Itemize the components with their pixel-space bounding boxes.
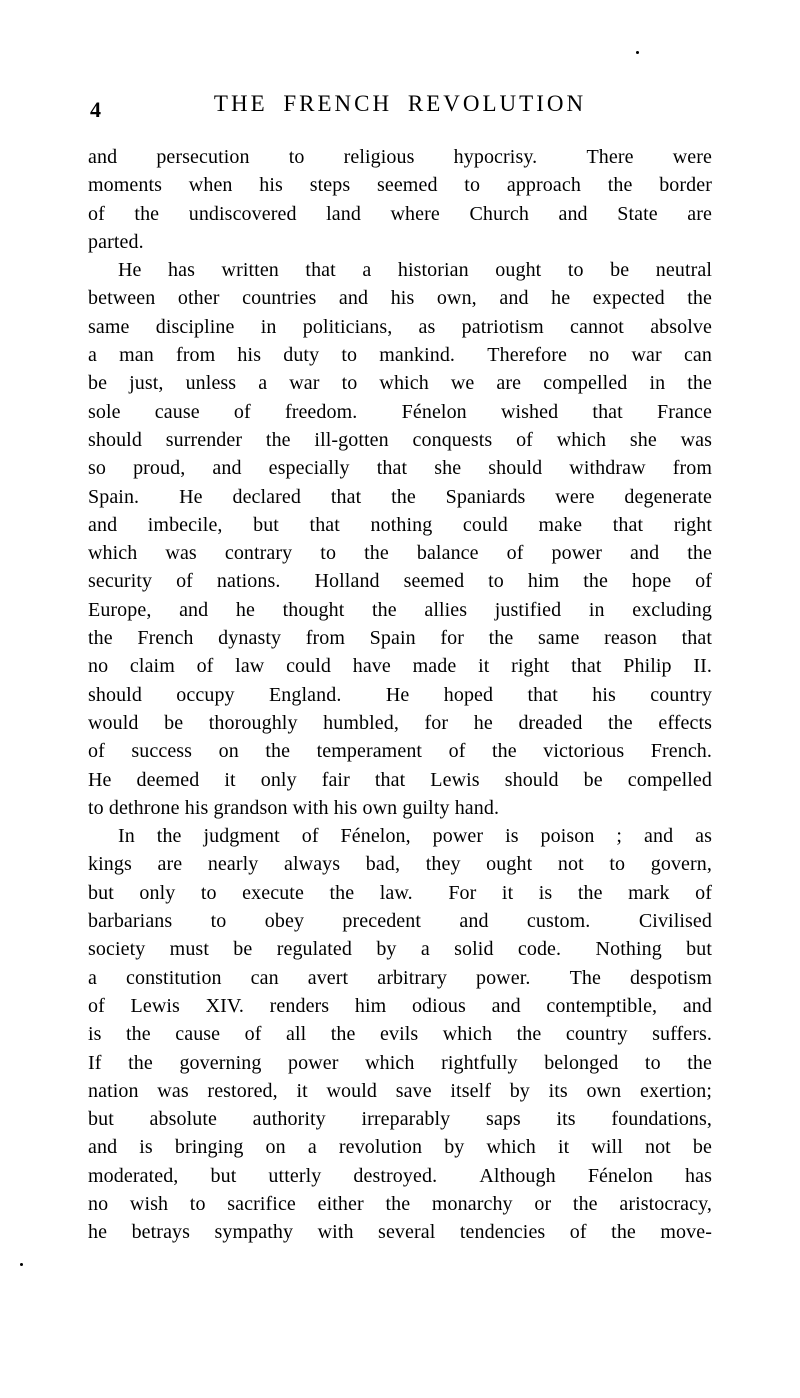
text-line: should surrender the ill-gotten conquests of which she was [88, 428, 712, 451]
text-line: and is bringing on a revolution by which it will not be [88, 1136, 712, 1159]
text-line: but only to execute the law. For it is the mark of [88, 881, 712, 904]
text-line: and imbecile, but that nothing could make that right [88, 513, 712, 536]
page-header [88, 92, 712, 126]
text-line: of success on the temperament of the victorious French. [88, 740, 712, 763]
text-line: the French dynasty from Spain for the same reason that [88, 627, 712, 650]
page-number: 4 [90, 97, 101, 122]
text-line: In the judgment of Fénelon, power is poison ; and as [118, 825, 712, 848]
text-line: is the cause of all the evils which the country suffers. [88, 1023, 712, 1046]
scan-speck [636, 51, 639, 54]
text-line: Europe, and he thought the allies justified in excluding [88, 598, 712, 621]
text-line: no wish to sacrifice either the monarchy or the aristocracy, [88, 1192, 712, 1215]
text-line: If the governing power which rightfully belonged to the [88, 1051, 712, 1074]
text-line: and persecution to religious hypocrisy. There were [88, 146, 712, 168]
text-line: moments when his steps seemed to approach the border [88, 174, 712, 197]
text-line: between other countries and his own, and he expected the [88, 287, 712, 310]
text-line: a man from his duty to mankind. Therefore no war can [88, 344, 712, 367]
text-line: moderated, but utterly destroyed. Although Fénelon has [88, 1164, 712, 1187]
text-line: society must be regulated by a solid code. Nothing but [88, 938, 712, 961]
paragraph [88, 822, 712, 1246]
text-line: barbarians to obey precedent and custom. Civilised [88, 910, 712, 933]
text-line: so proud, and especially that she should withdraw from [88, 457, 712, 480]
running-title: THE FRENCH REVOLUTION [213, 91, 587, 116]
text-line: sole cause of freedom. Fénelon wished that France [88, 400, 712, 423]
scan-speck [20, 1263, 23, 1266]
text-line: nation was restored, it would save itself by its own exertion; [88, 1079, 712, 1102]
text-line: be just, unless a war to which we are compelled in the [88, 372, 712, 395]
text-line: should occupy England. He hoped that his country [88, 683, 712, 706]
paragraph [88, 143, 712, 256]
text-line: He has written that a historian ought to be neutral [118, 259, 712, 282]
paragraph [88, 256, 712, 822]
text-line: Spain. He declared that the Spaniards were degenerate [88, 485, 712, 508]
text-line: to dethrone his grandson with his own guilty hand. [88, 796, 500, 819]
text-line: which was contrary to the balance of power and the [88, 542, 712, 565]
text-line: he betrays sympathy with several tendencies of the move- [88, 1221, 712, 1244]
text-line: parted. [88, 230, 144, 253]
text-line: of the undiscovered land where Church and State are [88, 202, 712, 225]
text-line: of Lewis XIV. renders him odious and contemptible, and [88, 994, 712, 1017]
text-line: but absolute authority irreparably saps its foundations, [88, 1108, 712, 1131]
text-line: same discipline in politicians, as patriotism cannot absolve [88, 315, 712, 338]
text-line: no claim of law could have made it right that Philip II. [88, 655, 712, 678]
text-line: He deemed it only fair that Lewis should be compelled [88, 768, 712, 791]
text-line: security of nations. Holland seemed to him the hope of [88, 570, 712, 593]
text-line: would be thoroughly humbled, for he dreaded the effects [88, 711, 712, 734]
text-block [88, 143, 712, 1247]
text-line: kings are nearly always bad, they ought not to govern, [88, 853, 712, 876]
text-line: a constitution can avert arbitrary power. The despotism [88, 966, 712, 989]
